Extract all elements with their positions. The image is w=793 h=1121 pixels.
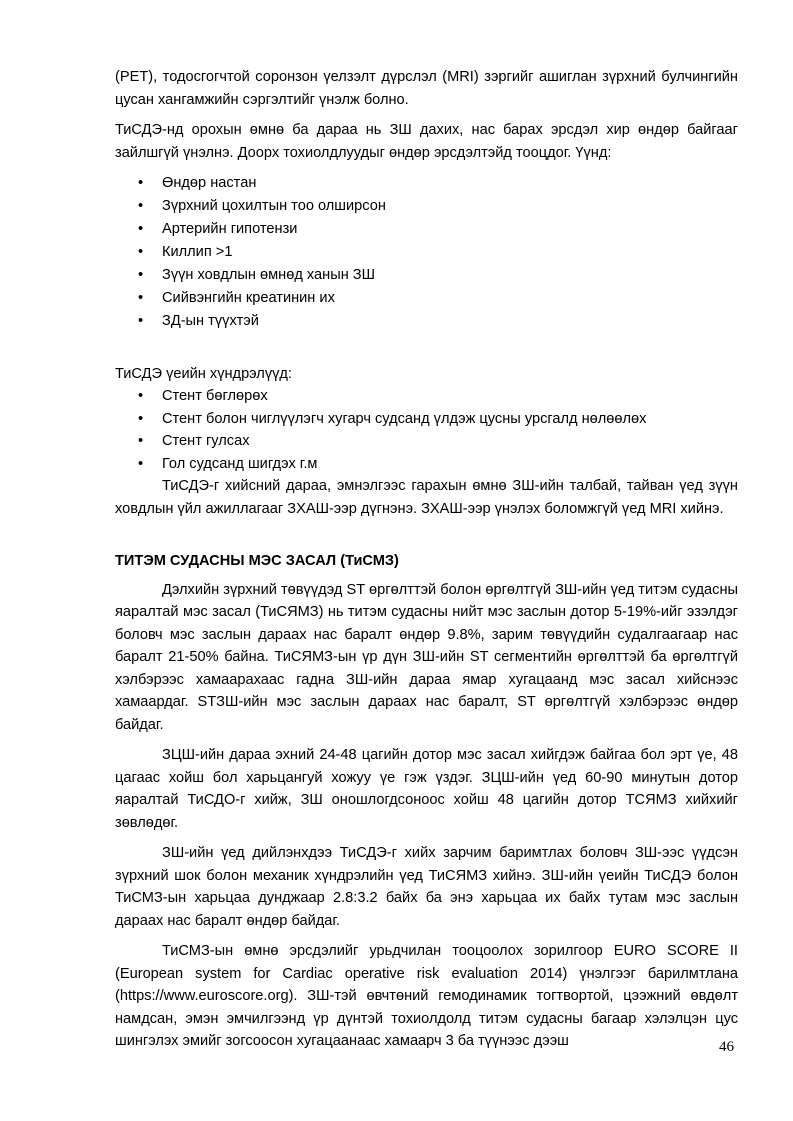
list-item: • Киллип >1 <box>115 241 738 264</box>
section-paragraph-3: ЗШ-ийн үед дийлэнхдээ ТиСДЭ-г хийх зарчим баримтлах боловч ЗШ-ээс үүдсэн зүрхний шок болон механик хүндрэлийн үед ТиСЯМЗ хийнэ. ЗШ-ийн үеийн ТиСДЭ болон ТиСМЗ-ын харьцаа дунджаар 2.8:3.2 байх ба энэ харьцаа их байх тутам мэс заслын дараах нас баралт өндөр байдаг. <box>115 845 738 929</box>
section-paragraph-4: ТиСМЗ-ын өмнө эрсдэлийг урьдчилан тооцоолох зорилгоор EURO SCORE II (European system for Cardiac operative risk evaluation 2014) үнэлгээг барилмтлана (https://www.euroscore.org). ЗШ-тэй өвчтөний гемодинамик тогтвортой, цээжний өвдөлт намдсан, эмэн эмчилгээнд үр дүнтэй тохиолдолд титэм судасны багаар хэлэлцэн цус шингэлэх эмийг зогсоосон хугацаанаас хамаарч 3 ба түүнээс дээш <box>115 943 738 1049</box>
list-item: • Стент бөглөрөх <box>115 385 738 408</box>
list-item: • Стент гулсах <box>115 430 738 453</box>
page-content <box>115 66 738 1053</box>
list-item: • Стент болон чиглүүлэгч хугарч судсанд үлдэж цусны урсгалд нөлөөлөх <box>115 408 738 431</box>
list-item: • Сийвэнгийн креатинин их <box>115 287 738 310</box>
list-item: • ЗД-ын түүхтэй <box>115 310 738 333</box>
followup-paragraph: ТиСДЭ-г хийсний дараа, эмнэлгээс гарахын өмнө ЗШ-ийн талбай, тайван үед зүүн ховдлын үйл ажиллагааг ЗХАШ-ээр дүгнэнэ. ЗХАШ-ээр үнэлэх боломжгүй үед MRI хийнэ. <box>115 478 738 517</box>
list-item: • Зүүн ховдлын өмнөд ханын ЗШ <box>115 264 738 287</box>
complications-heading: ТиСДЭ үеийн хүндрэлүүд: <box>115 365 292 382</box>
list-item: • Зүрхний цохилтын тоо олширсон <box>115 195 738 218</box>
risk-factor-list <box>115 172 738 333</box>
page-number: 46 <box>719 1039 734 1055</box>
intro-paragraph-2: ТиСДЭ-нд орохын өмнө ба дараа нь ЗШ дахих, нас барах эрсдэл хир өндөр байгааг зайлшгүй үнэлнэ. Доорх тохиолдлуудыг өндөр эрсдэлтэйд тооцдог. Үүнд: <box>115 122 738 161</box>
list-item: • Өндөр настан <box>115 172 738 195</box>
section-heading: ТИТЭМ СУДАСНЫ МЭС ЗАСАЛ (ТиСМЗ) <box>115 553 399 569</box>
section-paragraph-2: ЗЦШ-ийн дараа эхний 24-48 цагийн дотор мэс засал хийгдэж байгаа бол эрт үе, 48 цагаас хойш бол харьцангуй хожуу үе гэж үздэг. ЗЦШ-ийн үед 60-90 минутын дотор яаралтай ТиСДО-г хийж, ЗШ оношлогдсоноос хойш 48 цагийн дотор ТСЯМЗ хийхийг зөвлөдөг. <box>115 747 738 831</box>
intro-paragraph-1: (PET), тодосгогчтой соронзон үелзэлт дүрслэл (MRI) зэргийг ашиглан зүрхний булчингийн цусан хангамжийн сэргэлтийг үнэлж болно. <box>115 69 738 108</box>
complication-list <box>115 385 738 475</box>
list-item: • Артерийн гипотензи <box>115 218 738 241</box>
list-item: • Гол судсанд шигдэх г.м <box>115 453 738 476</box>
section-paragraph-1: Дэлхийн зүрхний төвүүдэд ST өргөлттэй болон өргөлтгүй ЗШ-ийн үед титэм судасны яаралтай мэс засал (ТиСЯМЗ) нь титэм судасны нийт мэс заслын дотор 5-19%-ийг эзэлдэг боловч мэс заслын дараах нас баралт өндөр 9.8%, зарим төвүүдийн судалгаагаар нас баралт 21-50% байна. ТиСЯМЗ-ын үр дүн ЗШ-ийн ST сегментийн өргөлттэй ба өргөлтгүй хэлбэрээс хамаарахаас гадна ЗШ-ийн дараа ямар хугацаанд мэс засал хийснээс хамаардаг. STЗШ-ийн мэс заслын дараах нас баралт, ST өргөлтгүй хэлбэрээс өндөр байдаг. <box>115 581 738 733</box>
